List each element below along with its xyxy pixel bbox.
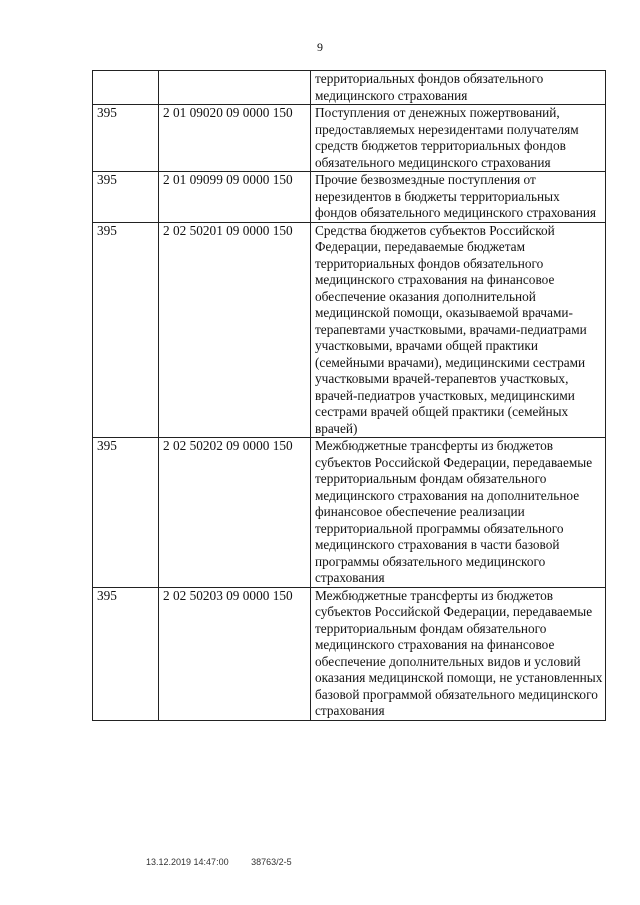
admin-code-cell: 395 bbox=[93, 438, 159, 588]
page-number: 9 bbox=[317, 40, 323, 54]
budget-code-cell: 2 01 09020 09 0000 150 bbox=[159, 105, 311, 172]
revenue-name-cell: Межбюджетные трансферты из бюджетов субъектов Российской Федерации, передаваемые территориальным фондам обязательного медицинского страхования на финансовое обеспечение дополнительных видов и условий оказания медицинской помощи, не установленных базовой программой обязательного медицинского страхования bbox=[311, 587, 606, 720]
revenue-name-cell: территориальных фондов обязательного медицинского страхования bbox=[311, 71, 606, 105]
revenue-name-cell: Межбюджетные трансферты из бюджетов субъектов Российской Федерации, передаваемые территориальным фондам обязательного медицинского страхования на дополнительное финансовое обеспечение реализации территориальной программы обязательного медицинского страхования в части базовой программы обязательного медицинского страхования bbox=[311, 438, 606, 588]
budget-code-cell bbox=[159, 71, 311, 105]
revenue-name-cell: Прочие безвозмездные поступления от нерезидентов в бюджеты территориальных фондов обязательного медицинского страхования bbox=[311, 172, 606, 223]
admin-code-cell: 395 bbox=[93, 222, 159, 438]
table-row bbox=[93, 172, 606, 223]
revenue-name-cell: Средства бюджетов субъектов Российской Федерации, передаваемые бюджетам территориальных фондов обязательного медицинского страхования на финансовое обеспечение оказания дополнительной медицинской помощи, оказываемой врачами-терапевтами участковыми, врачами-педиатрами участковыми, врачами общей практики (семейными врачами), медицинскими сестрами участковыми врачей-терапевтов участковых, врачей-педиатров участковых, медицинскими сестрами врачей общей практики (семейных врачей) bbox=[311, 222, 606, 438]
budget-code-cell: 2 02 50201 09 0000 150 bbox=[159, 222, 311, 438]
footer-doc-id: 38763/2-5 bbox=[251, 857, 292, 867]
table-row bbox=[93, 71, 606, 105]
document-footer bbox=[146, 857, 312, 867]
budget-code-cell: 2 01 09099 09 0000 150 bbox=[159, 172, 311, 223]
budget-code-cell: 2 02 50202 09 0000 150 bbox=[159, 438, 311, 588]
footer-datetime: 13.12.2019 14:47:00 bbox=[146, 857, 229, 867]
revenue-codes-table bbox=[92, 70, 606, 721]
admin-code-cell: 395 bbox=[93, 587, 159, 720]
admin-code-cell: 395 bbox=[93, 105, 159, 172]
table-row bbox=[93, 587, 606, 720]
table-row bbox=[93, 105, 606, 172]
table-row bbox=[93, 438, 606, 588]
revenue-name-cell: Поступления от денежных пожертвований, предоставляемых нерезидентами получателям средств бюджетов территориальных фондов обязательного медицинского страхования bbox=[311, 105, 606, 172]
table-row bbox=[93, 222, 606, 438]
admin-code-cell bbox=[93, 71, 159, 105]
admin-code-cell: 395 bbox=[93, 172, 159, 223]
budget-code-cell: 2 02 50203 09 0000 150 bbox=[159, 587, 311, 720]
